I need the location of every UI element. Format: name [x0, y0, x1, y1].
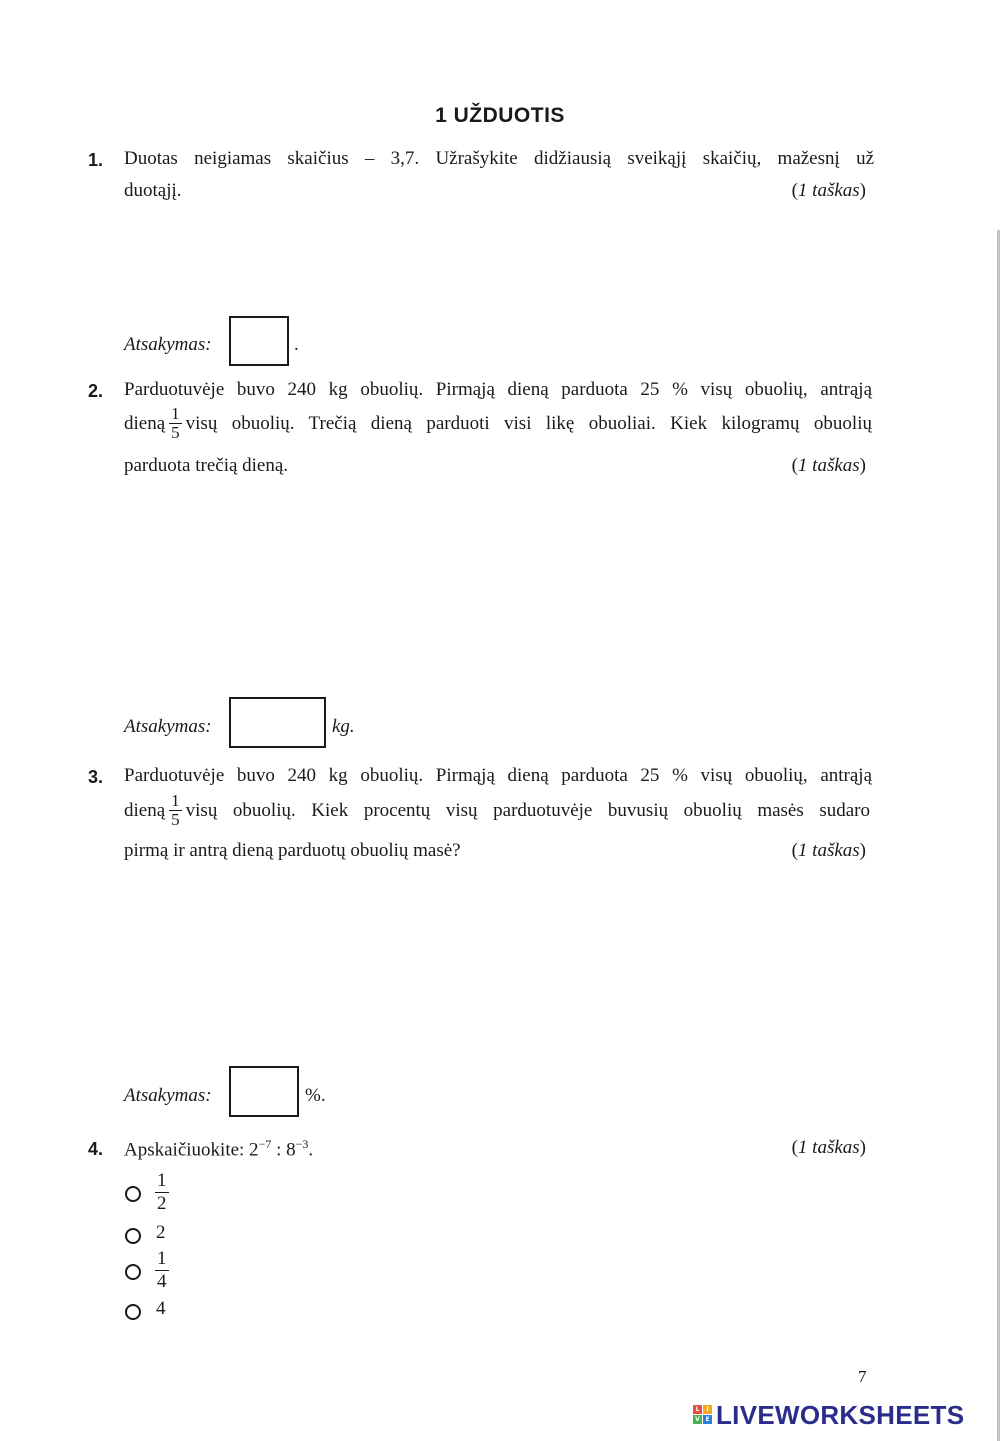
question-2-line-2: [124, 405, 872, 442]
question-1-answer-unit: .: [294, 334, 299, 355]
question-3-line-2-pre: dieną: [124, 799, 166, 821]
question-4-option-b-radio[interactable]: [125, 1228, 141, 1244]
question-1-line-1: Duotas neigiamas skaičius – 3,7. Užrašykite didžiausią sveikąjį skaičių, mažesnį už: [124, 148, 874, 169]
question-3-line-3: pirmą ir antrą dieną parduotų obuolių masė?: [124, 840, 461, 861]
question-3-line-1: Parduotuvėje buvo 240 kg obuolių. Pirmąją dieną parduota 25 % visų obuolių, antrąją: [124, 765, 872, 786]
question-3-line-2-post: visų obuolių. Kiek procentų visų parduotuvėje buvusių obuolių masės sudaro: [185, 799, 870, 821]
question-1-points: (1 taškas): [791, 180, 866, 201]
question-4-points: (1 taškas): [791, 1137, 866, 1158]
question-4-prompt: Apskaičiuokite: $2^{-7}$ : $8^{-3}$.: [124, 1137, 314, 1161]
question-4-option-c-radio[interactable]: [125, 1264, 141, 1280]
question-4-option-c[interactable]: $\frac{1}{4}$: [157, 1248, 167, 1292]
question-1-answer-box[interactable]: [229, 316, 289, 366]
question-2-answer-box[interactable]: [229, 697, 326, 748]
question-2-points: (1 taškas): [791, 455, 866, 476]
question-4-option-d[interactable]: 4: [156, 1298, 166, 1319]
question-3-points: (1 taškas): [791, 840, 866, 861]
question-4-exponent-1: −7: [258, 1137, 272, 1151]
question-4-exponent-2: −3: [295, 1137, 309, 1151]
question-2-number: 2.: [88, 381, 104, 401]
question-2-line-3: parduota trečią dieną.: [124, 455, 289, 476]
question-2-answer-unit: kg.: [332, 716, 355, 737]
question-3-answer-box[interactable]: [229, 1066, 299, 1117]
question-4-number: 4.: [88, 1139, 104, 1159]
question-2-line-2-pre: dieną: [124, 412, 166, 434]
question-3-fraction: $\frac{1}{5}$: [171, 791, 180, 829]
question-4-option-a[interactable]: $\frac{1}{2}$: [157, 1170, 167, 1214]
page-number: 7: [858, 1367, 867, 1386]
question-2-fraction: $\frac{1}{5}$: [171, 404, 180, 442]
question-2-answer-label: Atsakymas:: [124, 716, 212, 737]
question-2-line-2-post: visų obuolių. Trečią dieną parduoti visi likę obuoliai. Kiek kilogramų obuolių: [185, 412, 872, 434]
question-3-answer-label: Atsakymas:: [124, 1085, 212, 1106]
question-3-number: 3.: [88, 767, 104, 787]
question-2-line-1: Parduotuvėje buvo 240 kg obuolių. Pirmąją dieną parduota 25 % visų obuolių, antrąją: [124, 379, 872, 400]
page-title: 1 UŽDUOTIS: [435, 104, 565, 127]
question-1-line-2: duotąjį.: [124, 180, 182, 201]
liveworksheets-brand[interactable]: LIVEWORKSHEETS: [716, 1400, 965, 1430]
question-4-option-b[interactable]: 2: [156, 1222, 166, 1243]
question-3-answer-unit: %.: [305, 1085, 326, 1106]
question-4-option-a-radio[interactable]: [125, 1186, 141, 1202]
question-3-line-2: [124, 792, 870, 829]
question-1-answer-label: Atsakymas:: [124, 334, 212, 355]
question-4-option-d-radio[interactable]: [125, 1304, 141, 1320]
question-1-number: 1.: [88, 150, 104, 170]
liveworksheets-logo-icon: L I V E: [693, 1405, 713, 1425]
